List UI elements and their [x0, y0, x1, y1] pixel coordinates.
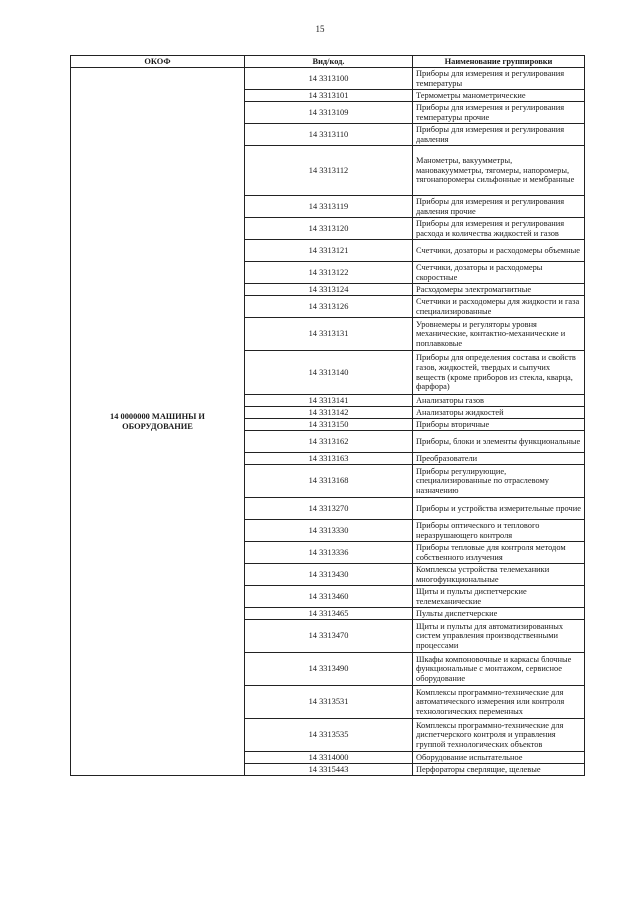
code-cell: 14 3313141 — [245, 395, 413, 407]
group-name-cell: Преобразователи — [413, 453, 585, 465]
group-name-cell: Приборы вторичные — [413, 419, 585, 431]
group-name-cell: Манометры, вакуумметры, мановакуумметры, тягомеры, напоромеры, тягонапоромеры сильфонные и мембранные — [413, 146, 585, 196]
group-name-cell: Расходомеры электромагнитные — [413, 284, 585, 296]
code-cell: 14 3313122 — [245, 262, 413, 284]
code-cell: 14 3313100 — [245, 68, 413, 90]
header-okof: ОКОФ — [71, 56, 245, 68]
okof-group-cell — [71, 68, 245, 776]
okof-group-label-line1: 14 0000000 МАШИНЫ И — [110, 411, 205, 421]
group-name-cell: Приборы регулирующие, специализированные по отраслевому назначению — [413, 465, 585, 498]
group-name-cell: Пульты диспетчерские — [413, 608, 585, 620]
table-header-row — [71, 56, 585, 68]
group-name-cell: Анализаторы жидкостей — [413, 407, 585, 419]
group-name-cell: Анализаторы газов — [413, 395, 585, 407]
group-name-cell: Комплексы программно-технические для диспетчерского контроля и управления группой технологических объектов — [413, 719, 585, 752]
group-name-cell: Приборы и устройства измерительные прочие — [413, 498, 585, 520]
code-cell: 14 3313336 — [245, 542, 413, 564]
group-name-cell: Приборы, блоки и элементы функциональные — [413, 431, 585, 453]
group-name-cell: Щиты и пульты диспетчерские телемеханические — [413, 586, 585, 608]
group-name-cell: Приборы для измерения и регулирования давления прочие — [413, 196, 585, 218]
code-cell: 14 3313270 — [245, 498, 413, 520]
group-name-cell: Приборы оптического и теплового неразрушающего контроля — [413, 520, 585, 542]
code-cell: 14 3313430 — [245, 564, 413, 586]
group-name-cell: Счетчики, дозаторы и расходомеры скоростные — [413, 262, 585, 284]
group-name-cell: Приборы для измерения и регулирования температуры — [413, 68, 585, 90]
table-row — [71, 68, 585, 90]
code-cell: 14 3313120 — [245, 218, 413, 240]
group-name-cell: Счетчики, дозаторы и расходомеры объемные — [413, 240, 585, 262]
code-cell: 14 3313330 — [245, 520, 413, 542]
code-cell: 14 3313150 — [245, 419, 413, 431]
code-cell: 14 3313490 — [245, 653, 413, 686]
code-cell: 14 3313531 — [245, 686, 413, 719]
okof-group-label-line2: ОБОРУДОВАНИЕ — [122, 421, 193, 431]
group-name-cell: Термометры манометрические — [413, 90, 585, 102]
code-cell: 14 3313131 — [245, 318, 413, 351]
page-number: 15 — [315, 24, 325, 34]
group-name-cell: Счетчики и расходомеры для жидкости и газа специализированные — [413, 296, 585, 318]
code-cell: 14 3313121 — [245, 240, 413, 262]
code-cell: 14 3313112 — [245, 146, 413, 196]
group-name-cell: Перфораторы сверлящие, щелевые — [413, 764, 585, 776]
code-cell: 14 3313465 — [245, 608, 413, 620]
code-cell: 14 3313168 — [245, 465, 413, 498]
code-cell: 14 3313110 — [245, 124, 413, 146]
group-name-cell: Уровнемеры и регуляторы уровня механические, контактно-механические и поплавковые — [413, 318, 585, 351]
code-cell: 14 3313126 — [245, 296, 413, 318]
group-name-cell: Приборы для измерения и регулирования давления — [413, 124, 585, 146]
group-name-cell: Приборы тепловые для контроля методом собственного излучения — [413, 542, 585, 564]
group-name-cell: Приборы для измерения и регулирования температуры прочие — [413, 102, 585, 124]
group-name-cell: Приборы для определения состава и свойств газов, жидкостей, твердых и сыпучих веществ (кроме приборов из стекла, кварца, фарфора) — [413, 351, 585, 395]
header-group-name: Наименование группировки — [413, 56, 585, 68]
code-cell: 14 3313163 — [245, 453, 413, 465]
group-name-cell: Оборудование испытательное — [413, 752, 585, 764]
group-name-cell: Комплексы программно-технические для автоматического измерения или контроля технологических переменных — [413, 686, 585, 719]
code-cell: 14 3314000 — [245, 752, 413, 764]
code-cell: 14 3313101 — [245, 90, 413, 102]
table-body — [71, 68, 585, 776]
group-name-cell: Щиты и пульты для автоматизированных систем управления производственными процессами — [413, 620, 585, 653]
code-cell: 14 3313109 — [245, 102, 413, 124]
code-cell: 14 3313470 — [245, 620, 413, 653]
group-name-cell: Шкафы компоновочные и каркасы блочные функциональные с монтажом, сервисное оборудование — [413, 653, 585, 686]
group-name-cell: Приборы для измерения и регулирования расхода и количества жидкостей и газов — [413, 218, 585, 240]
okof-table — [70, 55, 585, 776]
code-cell: 14 3315443 — [245, 764, 413, 776]
code-cell: 14 3313162 — [245, 431, 413, 453]
code-cell: 14 3313119 — [245, 196, 413, 218]
code-cell: 14 3313140 — [245, 351, 413, 395]
header-code: Вид/код. — [245, 56, 413, 68]
group-name-cell: Комплексы устройства телемеханики многофункциональные — [413, 564, 585, 586]
code-cell: 14 3313142 — [245, 407, 413, 419]
code-cell: 14 3313460 — [245, 586, 413, 608]
code-cell: 14 3313124 — [245, 284, 413, 296]
code-cell: 14 3313535 — [245, 719, 413, 752]
